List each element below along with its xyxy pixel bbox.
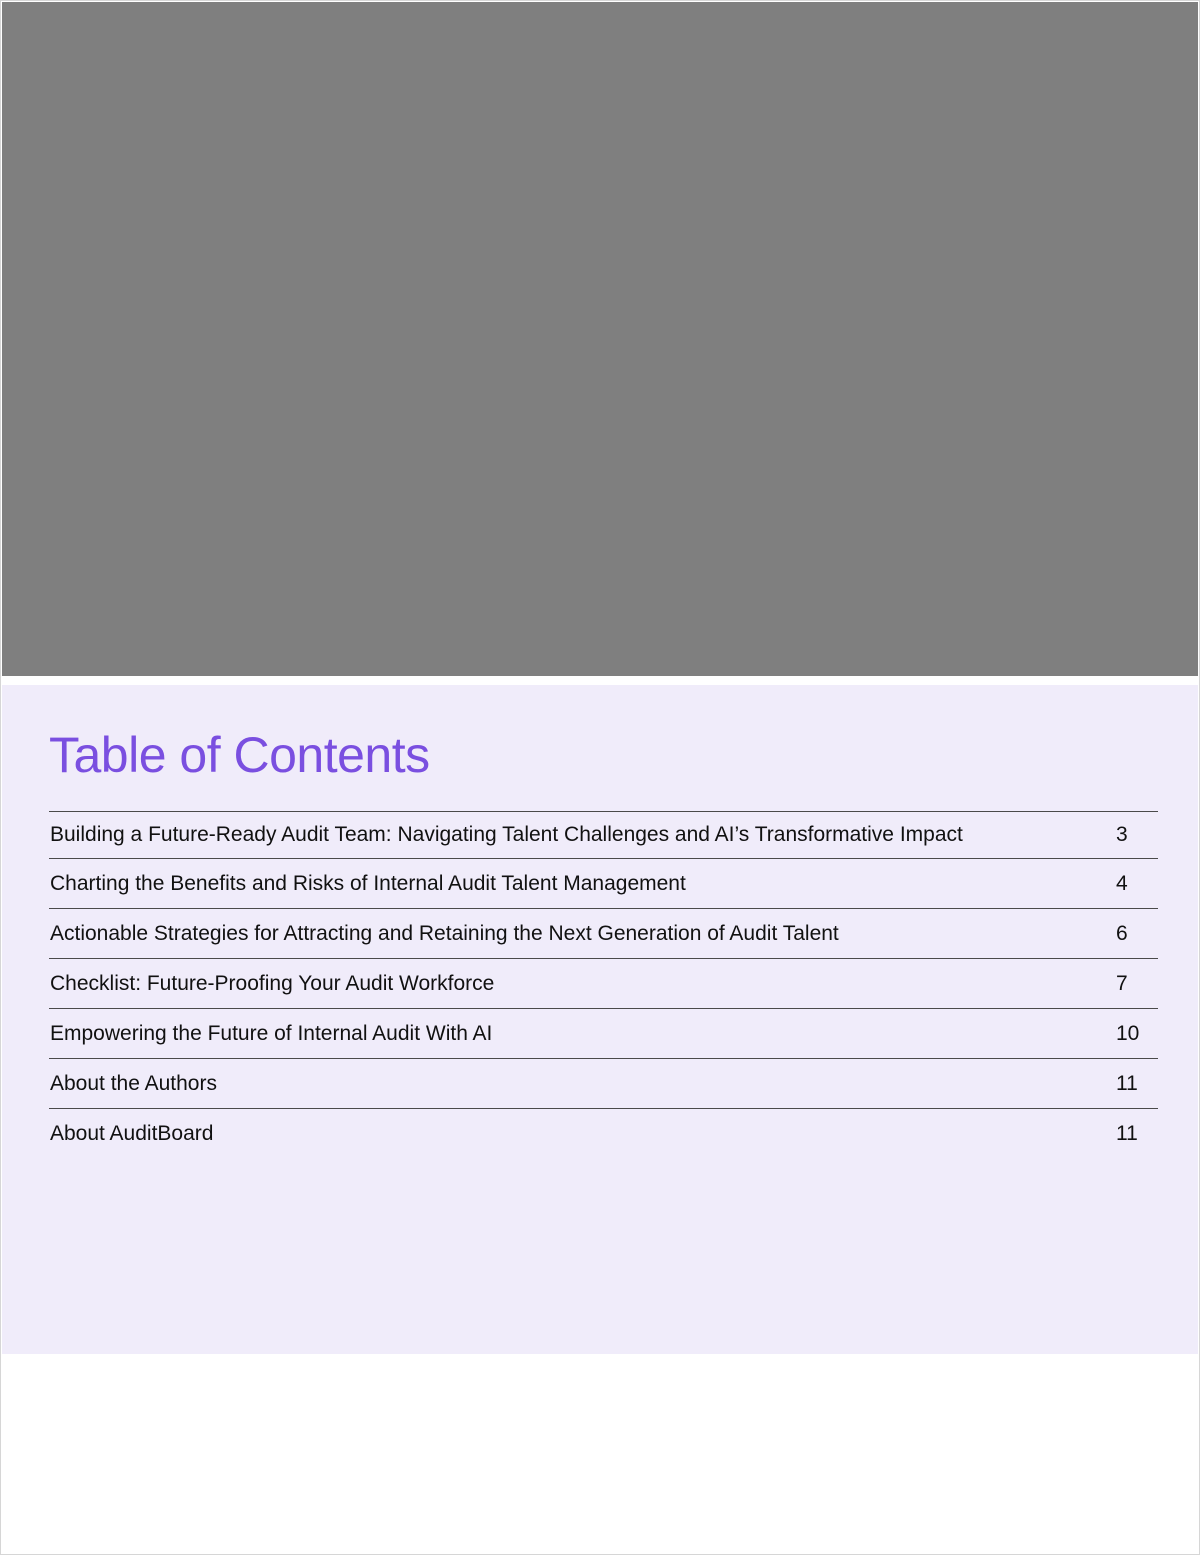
toc-entry-page: 11	[1116, 1121, 1138, 1145]
cover-image-placeholder	[2, 2, 1198, 676]
toc-entry[interactable]	[49, 1059, 1158, 1109]
toc-entry-label: Empowering the Future of Internal Audit With AI	[50, 1021, 493, 1045]
toc-entry-label: Actionable Strategies for Attracting and Retaining the Next Generation of Audit Talent	[50, 921, 839, 945]
toc-entry-page: 10	[1116, 1021, 1140, 1045]
toc-entry[interactable]	[49, 959, 1158, 1009]
toc-entry-page: 6	[1116, 921, 1128, 945]
toc-entry-label: About the Authors	[50, 1071, 217, 1095]
toc-entry-page: 4	[1116, 871, 1128, 895]
toc-entry[interactable]	[49, 859, 1158, 909]
toc-entry[interactable]	[49, 1109, 1158, 1158]
toc-title: Table of Contents	[49, 727, 430, 783]
toc-list	[49, 811, 1158, 1158]
toc-entry-page: 7	[1116, 971, 1128, 995]
toc-entry-page: 11	[1116, 1071, 1138, 1095]
toc-entry-label: About AuditBoard	[50, 1121, 214, 1145]
toc-entry-label: Building a Future-Ready Audit Team: Navigating Talent Challenges and AI’s Transformative Impact	[50, 823, 963, 846]
toc-entry-label: Checklist: Future-Proofing Your Audit Workforce	[50, 971, 495, 995]
toc-entry-label: Charting the Benefits and Risks of Internal Audit Talent Management	[50, 871, 686, 895]
toc-entry[interactable]	[49, 812, 1158, 859]
toc-entry[interactable]	[49, 1009, 1158, 1059]
toc-entry-page: 3	[1116, 823, 1128, 846]
table-of-contents	[2, 685, 1198, 1354]
toc-entry[interactable]	[49, 909, 1158, 959]
